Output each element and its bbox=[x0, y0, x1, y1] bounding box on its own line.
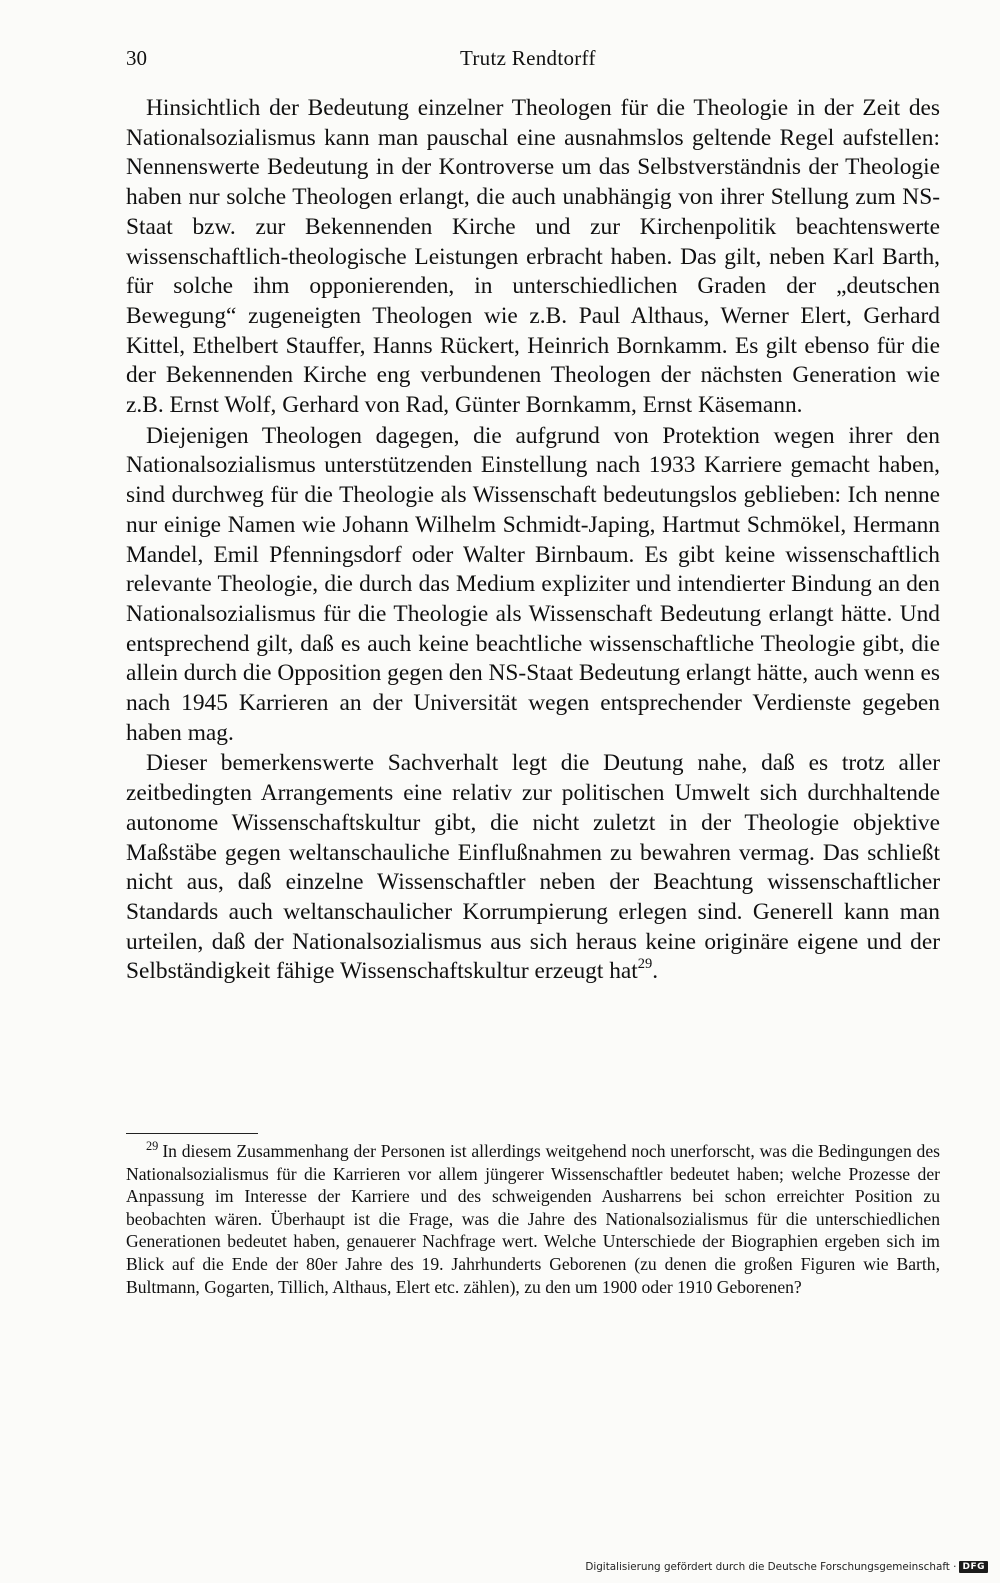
footnote-separator bbox=[126, 1133, 258, 1134]
page-number: 30 bbox=[126, 46, 147, 70]
page-header bbox=[126, 46, 940, 76]
paragraph: Diejenigen Theologen dagegen, die aufgrund von Protektion wegen ihrer den Nationalsozialismus unterstützenden Einstellung nach 1933 Karriere gemacht haben, sind durchweg für die Theologie als Wissenschaft bedeutungslos geblieben: Ich nenne nur einige Namen wie Johann Wilhelm Schmidt-Japing, Hartmut Schmökel, Hermann Mandel, Emil Pfenningsdorf oder Walter Birnbaum. Es gibt keine wissenschaftlich relevante Theologie, die durch das Medium expliziter und intendierter Bindung an den Nationalsozialismus für die Theologie als Wissenschaft Bedeutung erlangt hätte. Und entsprechend gilt, daß es auch keine beachtliche wissenschaftliche Theologie gibt, die allein durch die Opposition gegen den NS-Staat Bedeutung erlangt hätte, auch wenn es nach 1945 Karrieren an der Universität wegen entsprechender Verdienste gegeben haben mag. bbox=[126, 422, 940, 746]
dfg-logo: DFG bbox=[959, 1561, 988, 1573]
paragraph-end-punctuation: . bbox=[652, 958, 659, 985]
credit-text: Digitalisierung gefördert durch die Deutsche Forschungsgemeinschaft · bbox=[585, 1561, 957, 1573]
digitization-credit bbox=[585, 1559, 988, 1575]
footnotes bbox=[126, 1140, 940, 1298]
main-text bbox=[126, 94, 940, 987]
footnote-reference[interactable]: 29 bbox=[637, 956, 653, 973]
footnote-number: 29 bbox=[146, 1139, 159, 1154]
running-head-author: Trutz Rendtorff bbox=[460, 46, 596, 70]
paragraph bbox=[126, 749, 940, 987]
footnote bbox=[126, 1140, 940, 1298]
paragraph: Hinsichtlich der Bedeutung einzelner Theologen für die Theologie in der Zeit des Nationalsozialismus kann man pauschal eine ausnahmslos geltende Regel aufstellen: Nennenswerte Bedeutung in der Kontroverse um das Selbstverständnis der Theologie haben nur solche Theologen erlangt, die auch unabhängig von ihrer Stellung zum NS-Staat bzw. zur Bekennenden Kirche und zur Kirchenpolitik beachtenswerte wissenschaftlich-theologische Leistungen erbracht haben. Das gilt, neben Karl Barth, für solche ihm opponierenden, in unterschiedlichen Graden der „deutschen Bewegung“ zugeneigten Theologen wie z.B. Paul Althaus, Werner Elert, Gerhard Kittel, Ethelbert Stauffer, Hanns Rückert, Heinrich Bornkamm. Es gilt ebenso für die der Bekennenden Kirche eng verbundenen Theologen der nächsten Generation wie z.B. Ernst Wolf, Gerhard von Rad, Günter Bornkamm, Ernst Käsemann. bbox=[126, 95, 940, 419]
footnote-text: In diesem Zusammenhang der Personen ist allerdings weitgehend noch unerforscht, was die Bedingungen des Nationalsozialismus für die Karrieren vor allem jüngerer Wissenschaftler bedeutet haben; welche Prozesse der Anpassung im Interesse der Karriere und des schweigenden Ausharrens bei schon erreichter Position zu beobachten wären. Überhaupt ist die Frage, was die Jahre des Nationalsozialismus für die unterschiedlichen Generationen bedeutet haben, genauerer Nachfrage wert. Welche Unterschiede der Biographien ergeben sich im Blick auf die Ende der 80er Jahre des 19. Jahrhunderts Geborenen (zu denen die großen Figuren wie Barth, Bultmann, Gogarten, Tillich, Althaus, Elert etc. zählen), zu den um 1900 oder 1910 Geborenen? bbox=[126, 1141, 940, 1297]
paragraph-text: Dieser bemerkenswerte Sachverhalt legt die Deutung nahe, daß es trotz aller zeitbedingten Arrangements eine relativ zur politischen Umwelt sich durchhaltende autonome Wissenschaftskultur gibt, die nicht zuletzt in der Theologie objektive Maßstäbe gegen weltanschauliche Einflußnahmen zu bewahren vermag. Das schließt nicht aus, daß einzelne Wissenschaftler neben der Beachtung wissenschaftlicher Standards auch weltanschaulicher Korrumpierung erlegen sind. Generell kann man urteilen, daß der Nationalsozialismus aus sich heraus keine originäre eigene und der Selbständigkeit fähige Wissenschaftskultur erzeugt hat bbox=[126, 750, 940, 985]
